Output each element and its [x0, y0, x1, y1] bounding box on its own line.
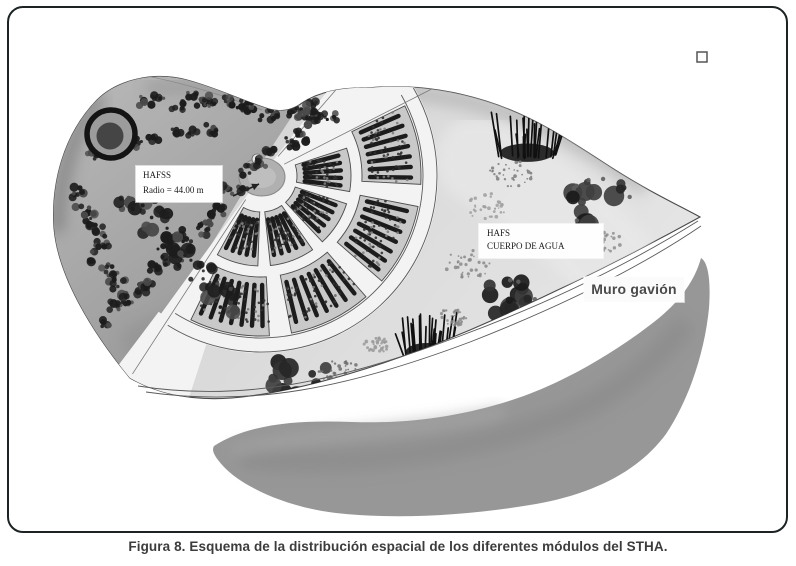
hafss-radius: Radio = 44.00 m [143, 185, 204, 196]
label-muro-gavion: Muro gavión [584, 277, 684, 302]
hafss-name: HAFSS [143, 170, 172, 180]
figure-caption: Figura 8. Esquema de la distribución espacial de los diferentes módulos del STHA. [128, 539, 668, 554]
hafs-water-body: CUERPO DE AGUA [487, 241, 565, 252]
hafs-name: HAFS [487, 228, 511, 238]
label-hafss [136, 166, 222, 202]
label-hafs-cuerpo-de-agua [479, 224, 603, 258]
square-marker [697, 52, 707, 62]
